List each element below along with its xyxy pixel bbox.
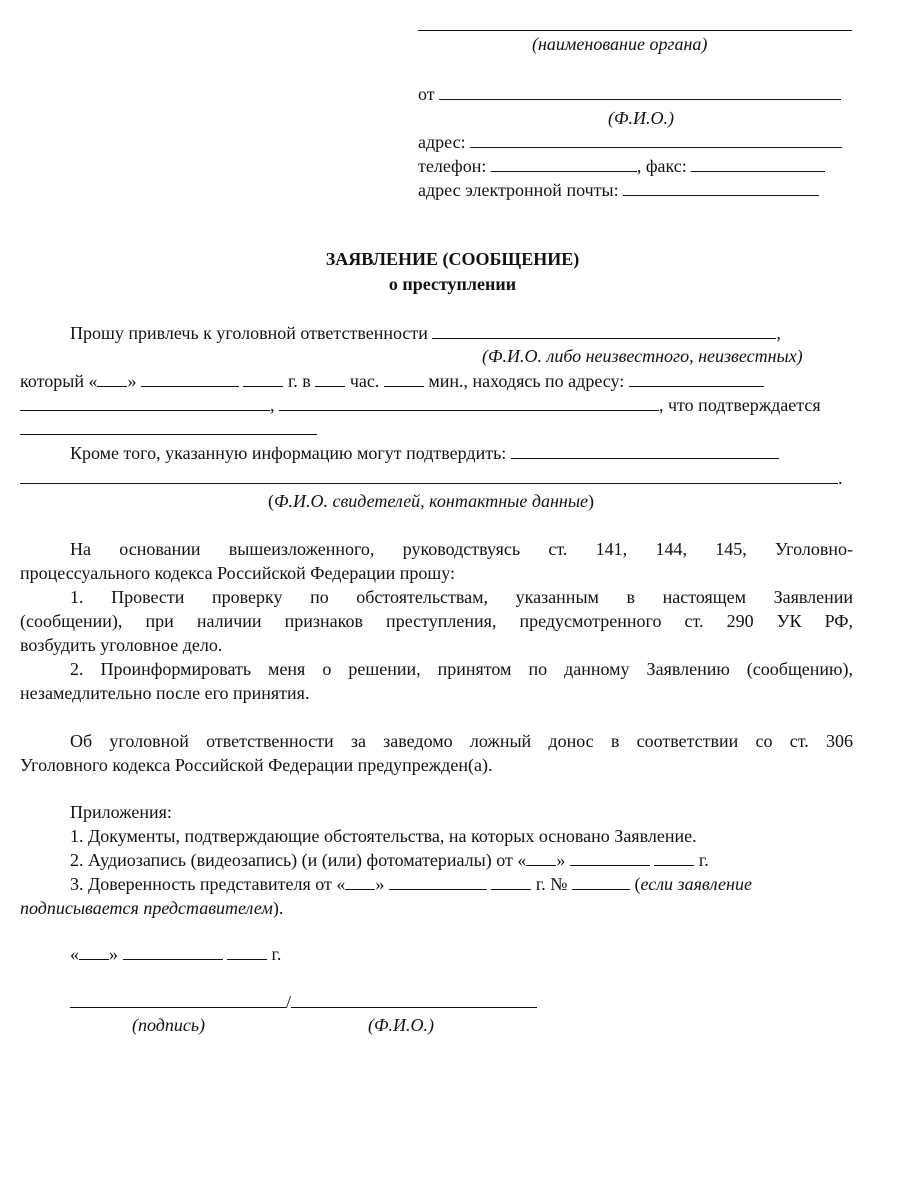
- witness-caption: [268, 489, 594, 513]
- hour-label: час.: [349, 371, 380, 391]
- sign-day-field[interactable]: [79, 942, 109, 960]
- a2-year-label: г.: [698, 850, 709, 870]
- sign-month-field[interactable]: [123, 942, 223, 960]
- attachments-heading: Приложения:: [70, 802, 172, 822]
- date-close: »: [109, 944, 118, 964]
- signature-field[interactable]: [70, 990, 286, 1008]
- which-close: »: [127, 371, 137, 391]
- comma-2: ,: [270, 395, 275, 415]
- moreover-row: [70, 441, 779, 465]
- from-label: от: [418, 84, 435, 104]
- organ-name-line[interactable]: [418, 30, 852, 31]
- witness-caption-text: Ф.И.О. свидетелей, контактные данные: [274, 491, 588, 511]
- date-open: «: [70, 944, 79, 964]
- a3-year-field[interactable]: [491, 872, 531, 890]
- organ-caption: (наименование органа): [532, 34, 708, 54]
- signature-fio-caption: (Ф.И.О.): [368, 1015, 434, 1035]
- address-label: адрес:: [418, 132, 466, 152]
- circumstances-field[interactable]: [279, 393, 659, 411]
- slash: /: [286, 992, 292, 1012]
- a3-number-label: г. №: [535, 874, 568, 894]
- witness-field-2[interactable]: [20, 466, 838, 484]
- item2-line-2: незамедлительно после его принятия.: [20, 683, 310, 703]
- item1-line-1: 1. Провести проверку по обстоятельствам, указанным в настоящем Заявлении: [70, 587, 853, 607]
- phone-field[interactable]: [491, 154, 637, 172]
- moreover-text: Кроме того, указанную информацию могут подтвердить:: [70, 443, 507, 463]
- attachment-3-text: 3. Доверенность представителя от «: [70, 874, 346, 894]
- address-field[interactable]: [470, 130, 842, 148]
- phone-label: телефон:: [418, 156, 487, 176]
- witness-field-1[interactable]: [511, 441, 779, 459]
- sign-date-row: [70, 942, 281, 966]
- paren-open: (: [268, 491, 274, 511]
- signature-fio-field[interactable]: [291, 990, 537, 1008]
- attachment-1: 1. Документы, подтверждающие обстоятельства, на которых основано Заявление.: [70, 826, 697, 846]
- comma: ,: [776, 323, 781, 343]
- a3-note: если заявление: [640, 874, 752, 894]
- email-field[interactable]: [623, 178, 819, 196]
- address-line-1[interactable]: [629, 369, 764, 387]
- attachment-2: [70, 848, 709, 872]
- address-row: [418, 130, 842, 154]
- a3-paren: (: [634, 874, 641, 894]
- request-row: [70, 321, 781, 345]
- attachment-3: [70, 872, 752, 896]
- address-line-2[interactable]: [20, 393, 270, 411]
- address-cont-row: [20, 393, 821, 417]
- from-fio-caption: (Ф.И.О.): [608, 108, 674, 128]
- email-label: адрес электронной почты:: [418, 180, 619, 200]
- from-row: [418, 82, 841, 106]
- signature-row: [70, 990, 537, 1014]
- sign-year-label: г.: [271, 944, 282, 964]
- a2-day-field[interactable]: [526, 848, 556, 866]
- paren-close: ): [588, 491, 594, 511]
- item1-line-2: (сообщении), при наличии признаков преступления, предусмотренного ст. 290 УК РФ,: [20, 611, 853, 631]
- suspect-field[interactable]: [432, 321, 776, 339]
- basis-line-1: На основании вышеизложенного, руководствуясь ст. 141, 144, 145, Уголовно-: [70, 539, 853, 559]
- witness-row-2: [20, 466, 843, 490]
- from-fio-field[interactable]: [439, 82, 841, 100]
- evidence-line[interactable]: [20, 434, 317, 435]
- a3-day-field[interactable]: [345, 872, 375, 890]
- which-open: который «: [20, 371, 98, 391]
- a2-quote: »: [556, 850, 566, 870]
- a2-year-field[interactable]: [654, 848, 694, 866]
- suspect-caption: (Ф.И.О. либо неизвестного, неизвестных): [482, 346, 803, 366]
- month-field[interactable]: [141, 369, 239, 387]
- item2-line-1: 2. Проинформировать меня о решении, принятом по данному Заявлению (сообщению),: [70, 659, 853, 679]
- period: .: [838, 468, 843, 488]
- datetime-row: [20, 369, 764, 393]
- attachment-3-cont: [20, 896, 283, 920]
- signature-caption: (подпись): [132, 1015, 206, 1035]
- minute-field[interactable]: [384, 369, 424, 387]
- fax-label: , факс:: [636, 156, 687, 176]
- fax-field[interactable]: [691, 154, 825, 172]
- a3-paren-close: ).: [272, 898, 284, 918]
- year-in-label: г. в: [287, 371, 311, 391]
- sign-year-field[interactable]: [227, 942, 267, 960]
- hour-field[interactable]: [315, 369, 345, 387]
- email-row: [418, 178, 819, 202]
- item1-line-3: возбудить уголовное дело.: [20, 635, 223, 655]
- request-text: Прошу привлечь к уголовной ответственности: [70, 323, 428, 343]
- a3-month-field[interactable]: [389, 872, 487, 890]
- basis-line-2: процессуального кодекса Российской Федерации прошу:: [20, 563, 456, 583]
- confirmed-label: что подтверждается: [668, 395, 821, 415]
- a3-note-cont: подписывается представителем: [20, 898, 273, 918]
- document-subtitle: о преступлении: [388, 274, 517, 294]
- comma-3: ,: [659, 395, 664, 415]
- a3-number-field[interactable]: [572, 872, 630, 890]
- day-field[interactable]: [97, 369, 127, 387]
- minute-address-label: мин., находясь по адресу:: [428, 371, 625, 391]
- a3-quote: »: [375, 874, 385, 894]
- warning-line-1: Об уголовной ответственности за заведомо ложный донос в соответствии со ст. 306: [70, 731, 853, 751]
- warning-line-2: Уголовного кодекса Российской Федерации предупрежден(а).: [20, 755, 493, 775]
- phone-row: [418, 154, 825, 178]
- attachment-2-text: 2. Аудиозапись (видеозапись) (и (или) фотоматериалы) от «: [70, 850, 527, 870]
- year-field[interactable]: [243, 369, 283, 387]
- document-title: ЗАЯВЛЕНИЕ (СООБЩЕНИЕ): [325, 249, 580, 269]
- a2-month-field[interactable]: [570, 848, 650, 866]
